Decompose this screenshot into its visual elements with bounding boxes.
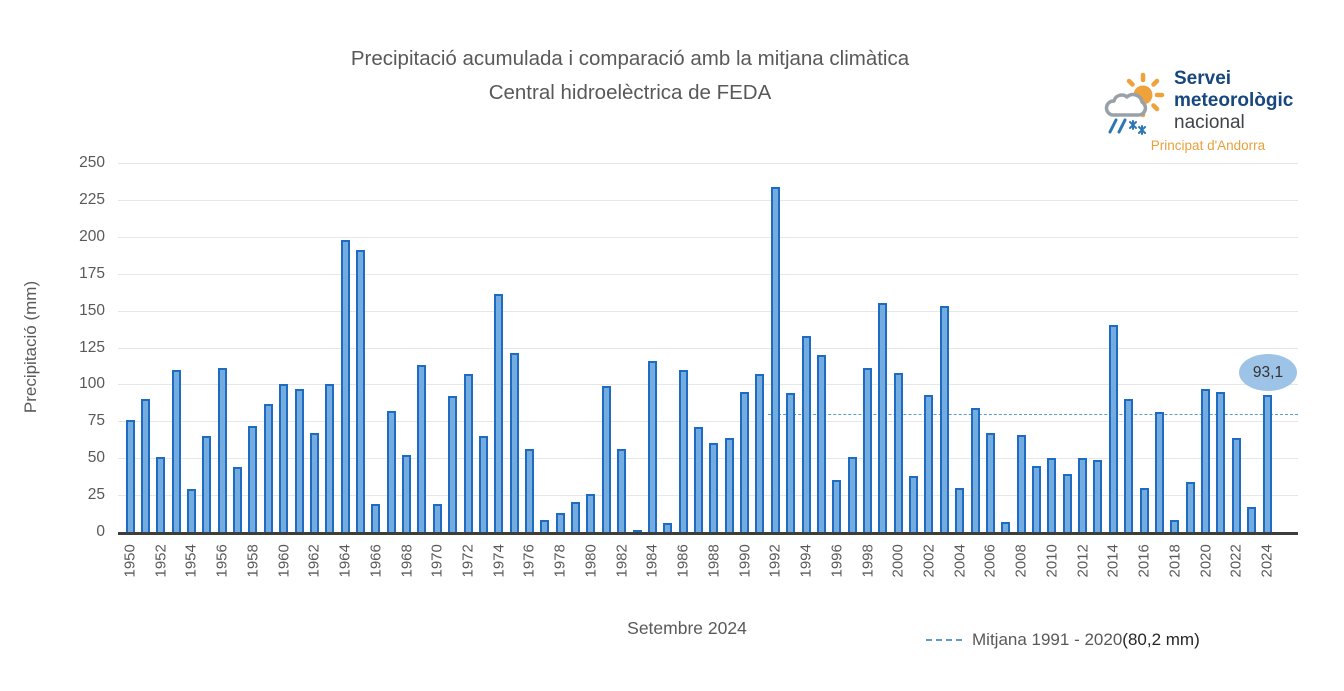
bar-2023: [1247, 507, 1256, 532]
logo-line-meteorologic: meteorològic: [1174, 90, 1294, 111]
bar-2007: [1001, 522, 1010, 532]
x-tick-label: 1964: [336, 544, 354, 578]
bar-1959: [264, 404, 273, 532]
bar-1994: [802, 336, 811, 532]
x-tick-label: 2018: [1166, 544, 1184, 578]
bar-1960: [279, 384, 288, 532]
x-tick-label: 2006: [981, 544, 999, 578]
bar-1951: [141, 399, 150, 532]
chart-title: [0, 42, 1260, 110]
x-tick-label: 1994: [797, 544, 815, 578]
bar-1996: [832, 480, 841, 532]
chart-title-line1: Precipitació acumulada i comparació amb la mitjana climàtica: [350, 47, 910, 70]
bar-1979: [571, 502, 580, 532]
bar-1980: [586, 494, 595, 532]
x-tick-label: 2014: [1104, 544, 1122, 578]
bar-2004: [955, 488, 964, 532]
bar-1984: [648, 361, 657, 532]
x-tick-label: 1966: [367, 544, 385, 578]
bar-1954: [187, 489, 196, 532]
bar-1976: [525, 449, 534, 532]
x-tick-label: 2010: [1043, 544, 1061, 578]
bar-1983: [633, 530, 642, 532]
bar-2014: [1109, 325, 1118, 532]
bar-1978: [556, 513, 565, 532]
logo-line-servei: Servei: [1174, 68, 1232, 89]
x-tick-label: 1960: [275, 544, 293, 578]
bar-1999: [878, 303, 887, 532]
x-tick-label: 2012: [1074, 544, 1092, 578]
y-axis-title: Precipitació (mm): [21, 280, 40, 414]
gridline: [118, 200, 1298, 201]
bar-1968: [402, 455, 411, 532]
bar-1965: [356, 250, 365, 532]
bar-1971: [448, 396, 457, 532]
bar-1955: [202, 436, 211, 532]
y-tick-label: 150: [79, 301, 105, 319]
y-tick-label: 175: [79, 264, 105, 282]
y-tick-label: 50: [87, 449, 105, 467]
bar-1986: [679, 370, 688, 532]
mean-line-legend-swatch: [926, 639, 962, 641]
bar-2020: [1201, 389, 1210, 532]
legend: [926, 630, 1200, 650]
bar-1989: [725, 438, 734, 532]
x-tick-label: 2016: [1135, 544, 1153, 578]
bar-2015: [1124, 399, 1133, 532]
gridline: [118, 163, 1298, 164]
x-tick-label: 2022: [1227, 544, 1245, 578]
x-tick-label: 1968: [398, 544, 416, 578]
x-axis-caption: Setembre 2024: [627, 618, 747, 638]
weather-logo-icon: [1102, 70, 1168, 136]
x-tick-label: 1958: [244, 544, 262, 578]
y-tick-label: 100: [79, 375, 105, 393]
bar-1997: [848, 457, 857, 532]
bar-1970: [433, 504, 442, 532]
bar-1958: [248, 426, 257, 532]
bar-2011: [1063, 474, 1072, 532]
bar-2019: [1186, 482, 1195, 532]
bar-1950: [126, 420, 135, 532]
bar-1962: [310, 433, 319, 532]
x-tick-label: 1988: [705, 544, 723, 578]
gridline: [118, 274, 1298, 275]
y-tick-label: 75: [87, 412, 105, 430]
y-tick-label: 225: [79, 190, 105, 208]
x-tick-label: 1950: [121, 544, 139, 578]
bar-1975: [510, 353, 519, 532]
y-tick-label: 25: [87, 486, 105, 504]
x-tick-label: 2020: [1197, 544, 1215, 578]
plot-area: [79, 154, 1298, 578]
x-tick-label: 1980: [582, 544, 600, 578]
bar-2017: [1155, 412, 1164, 532]
bar-2010: [1047, 458, 1056, 532]
gridline: [118, 237, 1298, 238]
smn-logo-text: [1174, 68, 1293, 134]
x-tick-label: 2000: [889, 544, 907, 578]
legend-label: Mitjana 1991 - 2020: [972, 630, 1123, 649]
bar-1952: [156, 457, 165, 532]
bar-1993: [786, 393, 795, 532]
y-tick-label: 0: [96, 523, 105, 540]
bar-2021: [1216, 392, 1225, 532]
bar-1969: [417, 365, 426, 532]
gridline: [118, 311, 1298, 312]
bar-2013: [1093, 460, 1102, 532]
x-tick-label: 1998: [859, 544, 877, 578]
bar-1992: [771, 187, 780, 532]
bar-2002: [924, 395, 933, 532]
x-tick-label: 1954: [182, 544, 200, 578]
x-tick-label: 1952: [152, 544, 170, 578]
x-tick-label: 1976: [520, 544, 538, 578]
bar-1963: [325, 384, 334, 532]
bar-1967: [387, 411, 396, 532]
x-tick-label: 1962: [305, 544, 323, 578]
gridline: [118, 384, 1298, 385]
legend-value: (80,2 mm): [1122, 630, 1200, 649]
bar-2024: [1263, 395, 1272, 532]
bar-2009: [1032, 466, 1041, 532]
bar-1998: [863, 368, 872, 532]
x-tick-label: 1996: [828, 544, 846, 578]
x-tick-label: 2008: [1012, 544, 1030, 578]
bar-1990: [740, 392, 749, 532]
bar-2006: [986, 433, 995, 532]
y-tick-label: 125: [79, 338, 105, 356]
logo-subtitle: Principat d'Andorra: [1150, 138, 1266, 153]
x-tick-label: 1990: [736, 544, 754, 578]
bar-2016: [1140, 488, 1149, 532]
bar-2012: [1078, 458, 1087, 532]
bar-1985: [663, 523, 672, 532]
bar-2022: [1232, 438, 1241, 532]
bar-1991: [755, 374, 764, 532]
bar-1966: [371, 504, 380, 532]
bar-1982: [617, 449, 626, 532]
y-tick-label: 200: [79, 227, 105, 245]
x-tick-label: 1956: [213, 544, 231, 578]
bar-1956: [218, 368, 227, 532]
bar-2001: [909, 476, 918, 532]
gridline: [118, 348, 1298, 349]
bar-2003: [940, 306, 949, 532]
bar-1988: [709, 443, 718, 532]
bar-2000: [894, 373, 903, 532]
x-tick-label: 1984: [643, 544, 661, 578]
bar-2018: [1170, 520, 1179, 532]
x-tick-label: 1974: [490, 544, 508, 578]
logo-line-nacional: nacional: [1174, 112, 1245, 133]
x-tick-label: 2004: [951, 544, 969, 578]
value-callout: 93,1: [1239, 354, 1297, 391]
bar-1953: [172, 370, 181, 532]
x-tick-label: 1982: [613, 544, 631, 578]
bar-1964: [341, 240, 350, 532]
bar-1995: [817, 355, 826, 532]
bar-1974: [494, 294, 503, 532]
bar-2008: [1017, 435, 1026, 532]
bar-1972: [464, 374, 473, 532]
x-tick-label: 2002: [920, 544, 938, 578]
x-tick-label: 1972: [459, 544, 477, 578]
x-tick-label: 2024: [1258, 544, 1276, 578]
bar-1987: [694, 427, 703, 532]
x-tick-label: 1978: [551, 544, 569, 578]
bar-1977: [540, 520, 549, 532]
bar-1961: [295, 389, 304, 532]
x-tick-label: 1986: [674, 544, 692, 578]
bar-2005: [971, 408, 980, 532]
chart-title-line2: Central hidroelèctrica de FEDA: [488, 81, 772, 104]
x-tick-label: 1992: [766, 544, 784, 578]
bar-1957: [233, 467, 242, 532]
x-tick-label: 1970: [428, 544, 446, 578]
y-tick-label: 250: [79, 154, 105, 171]
bar-1981: [602, 386, 611, 532]
bar-1973: [479, 436, 488, 532]
